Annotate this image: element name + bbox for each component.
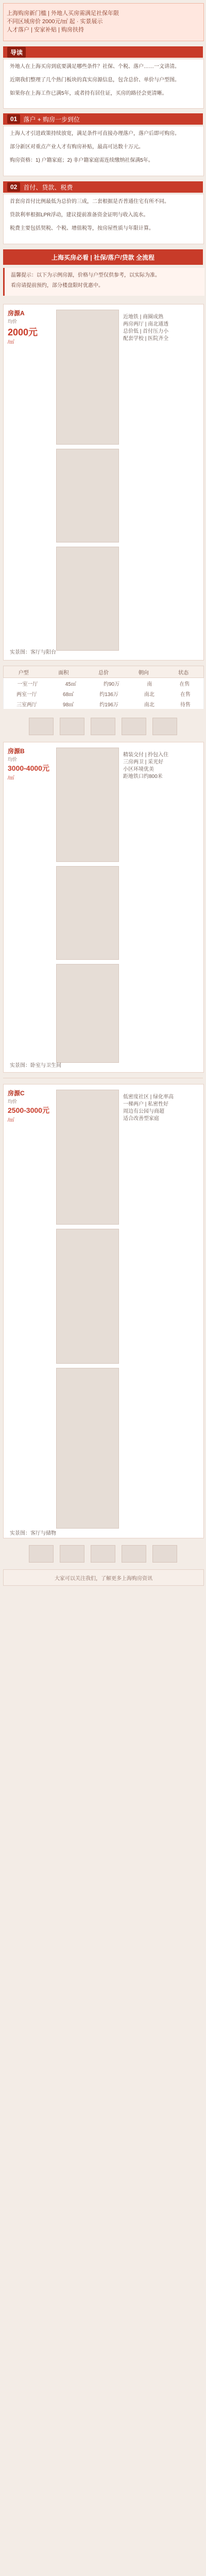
listing-b-price: 3000-4000元	[8, 764, 49, 772]
listing-c-bullet-2: 一梯两户 | 私密性好	[123, 1101, 169, 1107]
section-1-tag: 01	[7, 114, 20, 124]
intro-paragraph-3: 如果你在上海工作已满5年，或者持有居住证，买房的路径会更清晰。	[10, 91, 167, 96]
section-2-title: 首付、贷款、税费	[23, 183, 73, 191]
table-cell: 待售	[180, 702, 191, 708]
table-cell: 98㎡	[63, 702, 74, 708]
table-header	[3, 666, 204, 678]
table-header-4: 朝向	[138, 670, 149, 676]
section-1	[3, 126, 204, 176]
section-2-title-bar	[3, 181, 203, 193]
section-2-paragraph-2: 贷款利率根据LPR浮动，建议提前准备资金证明与收入流水。	[10, 212, 149, 218]
table-header-3: 总价	[98, 670, 109, 676]
listing-c-title: 房源C	[8, 1090, 25, 1097]
listing-c-photo-3	[56, 1368, 119, 1529]
gallery-thumb	[122, 1545, 146, 1563]
gallery-thumb	[60, 1545, 84, 1563]
listing-a-unit: /㎡	[8, 340, 14, 345]
listing-a-caption: 实景图：客厅与阳台	[10, 650, 56, 655]
section-2-tag: 02	[7, 182, 20, 192]
section-1-paragraph-3: 购房资格：1) 户籍家庭；2) 非户籍家庭需连续缴纳社保满5年。	[10, 158, 153, 163]
listing-a-price-prefix: 均价	[8, 319, 18, 324]
table-cell: 在售	[179, 681, 190, 687]
listing-a-bullet-4: 配套学校 | 医院齐全	[123, 336, 169, 342]
gallery-thumb	[122, 718, 146, 735]
listing-b-unit: /㎡	[8, 775, 14, 781]
table-cell: 南	[147, 681, 152, 687]
intro-section	[3, 59, 204, 109]
banner-line-2: 不同区域房价 2000元/㎡ 起 · 实景展示	[7, 19, 103, 25]
listing-a-photo-3	[56, 547, 119, 651]
listing-c-price: 2500-3000元	[8, 1106, 49, 1114]
listing-a-bullets	[123, 314, 203, 343]
table-header-1: 户型	[18, 670, 29, 676]
listing-c-price-prefix: 均价	[8, 1099, 18, 1104]
gallery-thumb	[29, 1545, 54, 1563]
listing-a-photo-2	[56, 449, 119, 543]
table-cell: 在售	[180, 691, 191, 698]
table-header-2: 面积	[58, 670, 69, 676]
gallery-thumb	[60, 718, 84, 735]
listing-b-bullet-4: 距地铁口约800米	[123, 774, 163, 779]
table-row	[3, 688, 204, 699]
thumb-gallery-1	[3, 716, 203, 737]
listing-b-photo-1	[56, 748, 119, 862]
table-cell: 约90万	[103, 681, 120, 687]
listing-c	[3, 1084, 204, 1538]
banner-line-1: 上海购房新门槛 | 外地人买房需满足社保年限	[7, 10, 119, 16]
listing-b-title: 房源B	[8, 748, 25, 755]
table-cell: 一室一厅	[17, 681, 38, 687]
gallery-thumb	[152, 718, 177, 735]
listing-b-bullet-3: 小区环境优美	[123, 767, 154, 772]
listing-c-bullet-4: 适合改善型家庭	[123, 1116, 159, 1122]
listing-b-caption: 实景图：卧室与卫生间	[10, 1063, 61, 1069]
table-cell: 约196万	[99, 702, 118, 708]
table-cell: 三室两厅	[16, 702, 38, 708]
top-banner	[3, 3, 204, 41]
intro-tag: 导读	[7, 47, 26, 58]
intro-title-bar	[3, 46, 203, 58]
listing-b-photo-2	[56, 866, 119, 960]
table-header-5: 状态	[178, 670, 189, 676]
listing-b-bullets	[123, 752, 203, 781]
table-cell: 南北	[144, 691, 154, 698]
listing-c-bullet-3: 周边有公园与商超	[123, 1109, 164, 1114]
gallery-thumb	[152, 1545, 177, 1563]
listing-a-bullet-3: 总价低 | 首付压力小	[123, 329, 169, 334]
section-1-title: 落户 + 购房一步到位	[23, 115, 80, 123]
callout-box	[3, 268, 204, 296]
table-cell: 45㎡	[65, 681, 76, 687]
table-cell: 两室一厅	[16, 691, 38, 698]
listing-c-caption: 实景图：客厅与储物	[10, 1531, 56, 1536]
listing-a-photo-1	[56, 310, 119, 445]
listing-a-bullet-1: 近地铁 | 商圈成熟	[123, 314, 164, 320]
listing-a-price: 2000元	[8, 327, 38, 337]
table-cell: 南北	[144, 702, 154, 708]
listing-b-photo-3	[56, 964, 119, 1063]
banner-line-3: 人才落户 | 安家补贴 | 购房扶持	[7, 27, 84, 33]
listing-c-photo-1	[56, 1090, 119, 1225]
thumb-gallery-2	[3, 1544, 203, 1564]
listing-c-unit: /㎡	[8, 1117, 14, 1123]
listing-b	[3, 742, 204, 1073]
gallery-thumb	[91, 1545, 115, 1563]
listing-a	[3, 304, 204, 660]
gallery-thumb	[91, 718, 115, 735]
section-2-paragraph-3: 税费主要包括契税、个税、增值税等，按房屋性质与年限计算。	[10, 226, 154, 231]
listing-a-bullet-2: 两房两厅 | 南北通透	[123, 321, 169, 327]
table-cell: 68㎡	[63, 691, 74, 698]
listing-c-bullets	[123, 1094, 203, 1123]
section-1-title-bar	[3, 113, 203, 125]
table-row	[3, 678, 204, 688]
table-row	[3, 699, 204, 709]
intro-paragraph-1: 外地人在上海买房到底要满足哪些条件？社保、个税、落户……一文讲清。	[10, 64, 180, 70]
listing-c-bullet-1: 低密度社区 | 绿化率高	[123, 1094, 174, 1100]
table-cell: 约136万	[99, 691, 118, 698]
listing-a-title: 房源A	[8, 310, 25, 317]
listing-c-photo-2	[56, 1229, 119, 1364]
callout-line-2: 看房请提前预约，部分楼盘限时优惠中。	[11, 283, 104, 289]
footer-note: 大家可以关注我们，了解更多上海购房资讯	[3, 1569, 204, 1586]
gallery-thumb	[29, 718, 54, 735]
listing-b-price-prefix: 均价	[8, 757, 18, 762]
listing-b-bullet-2: 三房两卫 | 采光好	[123, 759, 164, 765]
section-2	[3, 194, 204, 244]
intro-paragraph-2: 近期我们整理了几个热门板块的真实房源信息，包含总价、单价与户型图。	[10, 77, 180, 83]
section-2-paragraph-1: 首套房首付比例最低为总价的三成，二套根据是否普通住宅有所不同。	[10, 199, 169, 205]
promo-red-bar: 上海买房必看 | 社保/落户/贷款 全流程	[3, 249, 203, 265]
section-1-paragraph-1: 上海人才引进政策持续放宽，满足条件可直接办理落户，落户后即可购房。	[10, 131, 180, 137]
listing-b-bullet-1: 精装交付 | 拎包入住	[123, 752, 169, 758]
section-1-paragraph-2: 部分新区对重点产业人才有购房补贴，最高可达数十万元。	[10, 144, 144, 150]
callout-line-1: 温馨提示：以下为示例房源，价格与户型仅供参考，以实际为准。	[11, 273, 160, 278]
